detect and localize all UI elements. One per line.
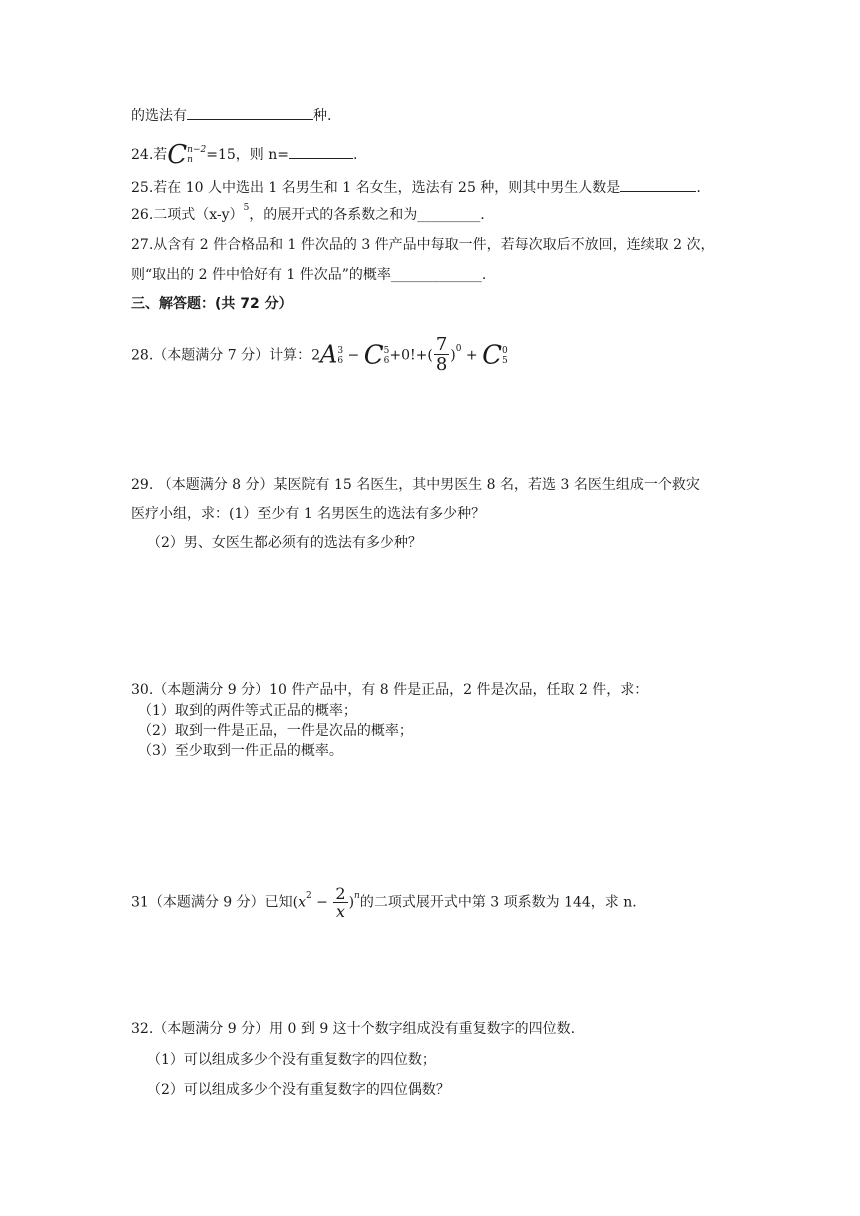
q31-rest: 的二项式展开式中第 3 项系数为 144，求 n. (359, 894, 637, 911)
q26-line (131, 205, 485, 227)
q28-A-sub: 6 (337, 355, 344, 366)
q24-indices (187, 145, 206, 165)
q23-answer-blank[interactable] (187, 104, 313, 120)
q24-sub: n (187, 155, 193, 165)
q28-line (131, 336, 508, 375)
q27-line-2: 则“取出的 2 件中恰好有 1 件次品”的概率_____________. (131, 267, 487, 283)
q28-C2-sub: 5 (502, 355, 508, 366)
q25-end: . (696, 180, 701, 196)
q30-line-2: （1）取到的两件等式正品的概率； (138, 703, 357, 719)
q30-line-1: 30.（本题满分 9 分）10 件产品中，有 8 件是正品，2 件是次品，任取 2 件，求： (131, 682, 649, 698)
q31-line (131, 885, 637, 920)
q26-exponent: 5 (243, 203, 250, 213)
q32-line-1: 32.（本题满分 9 分）用 0 到 9 这十个数字组成没有重复数字的四位数. (131, 1021, 576, 1037)
q28-C2-indices (502, 346, 508, 366)
q31-prefix: 31（本题满分 9 分）已知( (131, 894, 299, 911)
q26-text: 26.二项式（x-y） (131, 207, 244, 223)
q28-prefix: 28.（本题满分 7 分）计算：2 (131, 347, 320, 364)
q30-line-4: （3）至少取到一件正品的概率。 (138, 743, 343, 759)
q26-rest: ，的展开式的各系数之和为_________. (249, 207, 485, 223)
q24-line (131, 140, 358, 170)
q24-combination-symbol: C (167, 140, 188, 170)
q28-power: 0 (455, 343, 462, 354)
q28-frac-num: 7 (435, 334, 448, 355)
q24-answer-blank[interactable] (289, 143, 353, 159)
q28-combination-symbol-2: C (482, 340, 503, 371)
q24-mid: =15，则 n= (206, 147, 289, 163)
q31-fraction (333, 885, 347, 920)
q23-tail-line (131, 104, 331, 126)
q28-frac-den: 8 (435, 354, 448, 375)
q24-end: . (353, 147, 358, 163)
q31-power: n (354, 890, 360, 901)
q28-permutation-symbol: A (319, 340, 338, 369)
q29-line-1: 29. （本题满分 8 分）某医院有 15 名医生，其中男医生 8 名，若选 3 名医生组成一个救灾 (131, 477, 700, 493)
q31-x-exp: 2 (306, 890, 312, 901)
q31-minus: − (311, 894, 333, 911)
q31-x: x (298, 894, 306, 911)
q28-C1-sub: 6 (383, 355, 390, 366)
q24-prefix: 24.若 (131, 147, 168, 163)
q25-text: 25.若在 10 人中选出 1 名男生和 1 名女生，选法有 25 种，则其中男生人数是 (131, 180, 621, 196)
q28-fraction (434, 336, 449, 375)
q28-plus: + (461, 347, 483, 364)
q32-line-2: （1）可以组成多少个没有重复数字的四位数； (147, 1052, 436, 1068)
q28-C2-sup: 0 (502, 345, 508, 356)
q28-A-sup: 3 (337, 345, 344, 356)
q25-answer-blank[interactable] (620, 176, 696, 192)
q31-close: ) (348, 894, 355, 911)
q28-combination-symbol-1: C (363, 340, 384, 371)
q32-line-3: （2）可以组成多少个没有重复数字的四位偶数？ (147, 1082, 450, 1098)
q23-end: 种. (313, 108, 332, 124)
q24-sup: n−2 (187, 145, 207, 155)
q28-minus: − (343, 347, 364, 364)
q31-frac-den: x (335, 902, 345, 921)
q29-line-2: 医疗小组，求：(1）至少有 1 名男医生的选法有多少种？ (131, 506, 486, 522)
q25-line (131, 176, 701, 198)
q30-line-3: （2）取到一件是正品，一件是次品的概率； (138, 723, 413, 739)
q23-text: 的选法有 (131, 108, 187, 124)
q27-line-1: 27.从含有 2 件合格品和 1 件次品的 3 件产品中每取一件，若每次取后不放回，连续取 2 次， (131, 237, 715, 253)
q31-frac-num: 2 (335, 884, 346, 903)
section-3-heading: 三、解答题：(共 72 分） (131, 296, 293, 312)
q28-C1-sup: 5 (383, 345, 390, 356)
q28-mid: +0!+( (389, 347, 433, 364)
q28-close: ) (450, 347, 456, 364)
q29-line-3: （2）男、女医生都必须有的选法有多少种？ (147, 535, 422, 551)
